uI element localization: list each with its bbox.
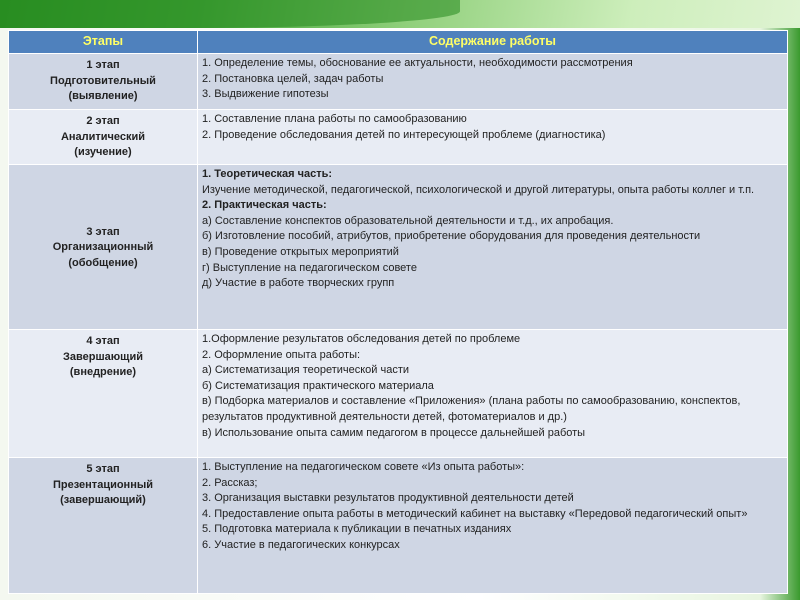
- content-item: 2. Проведение обследования детей по интересующей проблеме (диагностика): [202, 128, 606, 141]
- content-item: в) Использование опыта самим педагогом в процессе дальнейшей работы: [202, 426, 586, 439]
- content-item: 3. Организация выставки результатов продуктивной деятельности детей: [202, 492, 574, 505]
- content-item: 4. Предоставление опыта работы в методический кабинет на выставку «Передовой педагогический опыт»: [202, 507, 748, 520]
- content-item: б) Изготовление пособий, атрибутов, приобретение оборудования для проведения деятельности: [202, 230, 701, 243]
- stage-label: 4 этап: [86, 335, 120, 347]
- table-row: [9, 330, 788, 458]
- stage-label: 2 этап: [86, 115, 120, 127]
- content-item: а) Составление конспектов образовательной деятельности и т.д., их апробация.: [202, 214, 614, 227]
- content-item: 1. Выступление на педагогическом совете «Из опыта работы»:: [202, 461, 525, 473]
- content-item: г) Выступление на педагогическом совете: [202, 261, 417, 274]
- stage-label: Подготовительный: [50, 74, 156, 87]
- stage-cell: [9, 54, 198, 110]
- header-stages: Этапы: [9, 31, 198, 54]
- content-item: в) Проведение открытых мероприятий: [202, 245, 399, 258]
- content-item: 2. Оформление опыта работы:: [202, 348, 361, 361]
- stage-label: (обобщение): [68, 256, 138, 269]
- content-item: 1. Теоретическая часть:: [202, 168, 333, 180]
- stage-label: 1 этап: [86, 59, 120, 71]
- content-cell: [198, 110, 788, 165]
- table-body: [9, 54, 788, 594]
- table-row: [9, 110, 788, 165]
- content-item: 1. Определение темы, обоснование ее актуальности, необходимости рассмотрения: [202, 57, 633, 69]
- content-item: 2. Постановка целей, задач работы: [202, 72, 384, 85]
- content-cell: [198, 458, 788, 594]
- content-item: а) Систематизация теоретической части: [202, 364, 410, 377]
- content-item: 5. Подготовка материала к публикации в печатных изданиях: [202, 523, 512, 536]
- stage-label: 5 этап: [86, 463, 120, 475]
- stage-label: (изучение): [74, 146, 132, 159]
- stage-label: (завершающий): [60, 494, 146, 507]
- content-item: 1.Оформление результатов обследования детей по проблеме: [202, 333, 521, 345]
- content-item: 6. Участие в педагогических конкурсах: [202, 538, 400, 551]
- background-decoration: [0, 0, 460, 28]
- table-row: [9, 458, 788, 594]
- content-cell: [198, 165, 788, 330]
- stage-label: 3 этап: [86, 225, 120, 238]
- table-header-row: [9, 31, 788, 54]
- stage-label: (внедрение): [69, 366, 137, 379]
- content-item: Изучение методической, педагогической, психологической и другой литературы, опыта работы коллег и т.п.: [202, 183, 755, 196]
- content-item: в) Подборка материалов и составление «Приложения» (плана работы по самообразованию, конспектов, результатов продуктивной деятельности детей, фотоматериалов и др.): [202, 395, 741, 423]
- stage-cell: [9, 165, 198, 330]
- content-item: 2. Практическая часть:: [202, 199, 327, 212]
- stage-label: Аналитический: [60, 130, 146, 143]
- stage-label: Презентационный: [52, 478, 154, 491]
- content-item: д) Участие в работе творческих групп: [202, 277, 395, 290]
- stage-cell: [9, 330, 198, 458]
- content-cell: [198, 54, 788, 110]
- stages-table: [8, 30, 788, 594]
- stage-cell: [9, 458, 198, 594]
- table-row: [9, 165, 788, 330]
- header-content: Содержание работы: [198, 31, 788, 54]
- content-item: 2. Рассказ;: [202, 476, 258, 489]
- stage-label: Организационный: [52, 241, 154, 254]
- stage-cell: [9, 110, 198, 165]
- content-item: 1. Составление плана работы по самообразованию: [202, 113, 467, 125]
- content-cell: [198, 330, 788, 458]
- table-row: [9, 54, 788, 110]
- stage-label: (выявление): [68, 90, 138, 103]
- stage-label: Завершающий: [63, 350, 143, 363]
- content-item: 3. Выдвижение гипотезы: [202, 88, 329, 101]
- content-item: б) Систематизация практического материала: [202, 379, 434, 392]
